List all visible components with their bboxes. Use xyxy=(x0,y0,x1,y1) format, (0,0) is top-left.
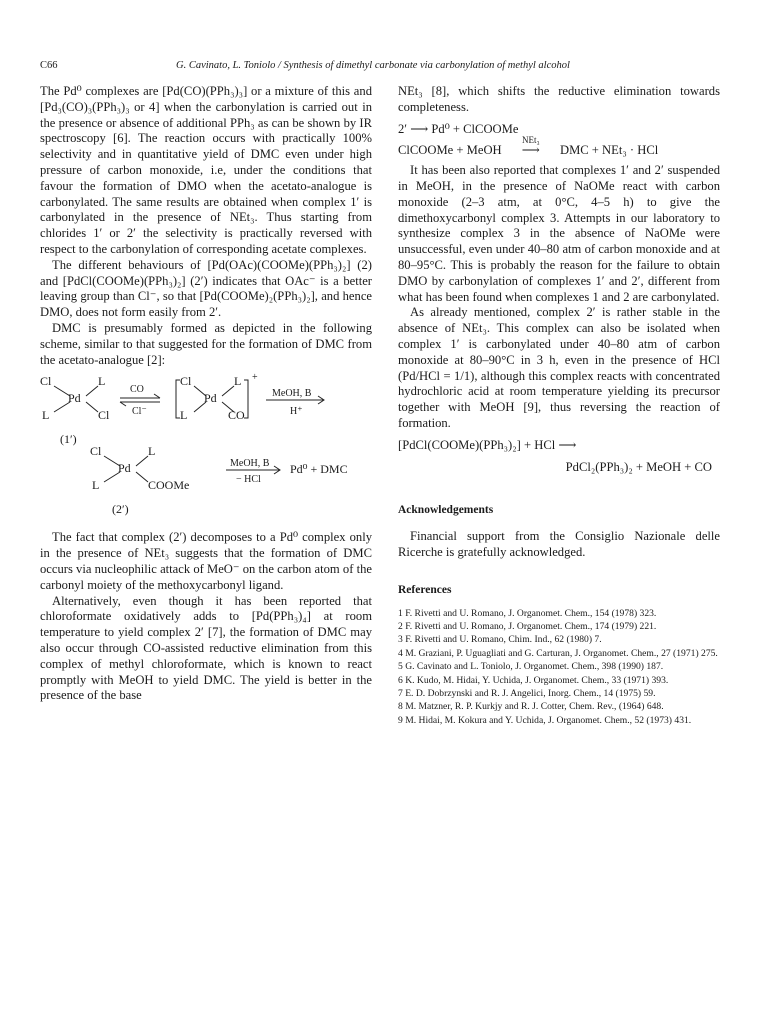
atom-l: L xyxy=(148,444,156,459)
page-header xyxy=(40,60,716,76)
reference-item: 9 M. Hidai, M. Kokura and Y. Uchida, J. Organomet. Chem., 52 (1973) 431. xyxy=(398,714,692,726)
running-head: G. Cavinato, L. Toniolo / Synthesis of dimethyl carbonate via carbonylation of methyl alcohol xyxy=(176,60,570,71)
atom-l: L xyxy=(234,374,242,389)
references-list xyxy=(398,607,720,728)
atom-cl: Cl xyxy=(180,374,192,389)
atom-l: L xyxy=(92,478,100,493)
paragraph-1: The Pd⁰ complexes are [Pd(CO)(PPh₃)₃] or a mixture of this and [Pd₃(CO)₃(PPh₃)₃ or 4] when the carbonylation is carried out in the presence or absence of additional PPh₃ as can be shown by IR spectroscopy [6]. The reaction occurs with practically 100% selectivity and in quantitative yield of DMC even under high pressure of carbon monoxide, i.e, under the conditions that favour the formation of DMO when the acetato-analogue is carbonylated. The same results are obtained when complex 1′ is carbonylated in the presence of NEt₃. Thus starting from chlorides 1′ or 2′ the selectivity is practically reversed with respect to the carbonylation of corresponding acetate complexes. xyxy=(40,84,372,256)
equation-2-right: DMC + NEt₃ · HCl xyxy=(559,143,659,158)
right-column xyxy=(398,84,720,727)
left-column xyxy=(40,84,372,704)
atom-l: L xyxy=(180,408,188,423)
reference-item: 7 E. D. Dobrzynski and R. J. Angelici, Inorg. Chem., 14 (1975) 59. xyxy=(398,687,656,699)
equation-3b: PdCl₂(PPh₃)₂ + MeOH + CO xyxy=(565,459,712,474)
atom-l: L xyxy=(98,374,106,389)
references-section xyxy=(398,583,720,727)
arrow-label-meohb: MeOH, B xyxy=(230,458,270,470)
atom-cl: Cl xyxy=(90,444,102,459)
reference-item: 2 F. Rivetti and U. Romano, J. Organomet. Chem., 174 (1979) 221. xyxy=(398,620,657,632)
charge-plus: + xyxy=(252,372,258,384)
reference-item: 8 M. Matzner, R. P. Kurkjy and R. J. Cotter, Chem. Rev., (1964) 648. xyxy=(398,701,664,713)
references-title: References xyxy=(398,583,452,596)
paragraph-r2: It has been also reported that complexes 1′ and 2′ suspended in MeOH, in the presence of NaOMe react with carbon monoxide (2–3 atm, at 0°C, 4–5 h) to give the dimethoxycarbonyl complex 3. Attempts in our laboratory to synthesize complex 3 in the absence of NaOMe were unsuccessful, even under 40–80 atm of carbon monoxide and at 80–95°C. This is probably the reason for the failure to obtain DMO by carbonylation of complexes 1′ and 2′, different from what has been found when complexes 1 and 2 are carbonylated. xyxy=(398,163,720,304)
arrow-label-minushcl: − HCl xyxy=(236,474,261,486)
scheme-products: Pd⁰ + DMC xyxy=(290,462,348,477)
equation-1: 2′ ⟶ Pd⁰ + ClCOOMe xyxy=(398,121,519,136)
paragraph-r3: As already mentioned, complex 2′ is rather stable in the absence of NEt₃. This complex can also be isolated when complex 1′ is carbonylated under 40–80 atm of carbon monoxide at 80–90°C in 3 h, even in the presence of HCl (Pd/HCl = 1/1), although this complex reacts with concentrated hydrochloric acid at room temperature yielding its precursor together with MeOH [9], thus reversing the reaction of formation. xyxy=(398,305,720,430)
atom-pd: Pd xyxy=(118,461,131,476)
equation-2-arrow: NEt₃ ⟶ xyxy=(509,143,553,159)
paragraph-4: The fact that complex (2′) decomposes to a Pd⁰ complex only in the presence of NEt₃ suggests that the formation of DMC occurs via nucleophilic attack of MeO⁻ on the carbon atom of the carbonyl moiety of the methoxycarbonyl ligand. xyxy=(40,530,372,592)
arrow-label-co: CO xyxy=(130,384,144,396)
equation-2-catalyst: NEt₃ xyxy=(521,135,540,146)
acknowledgements-title: Acknowledgements xyxy=(398,504,494,517)
ligand-coome: COOMe xyxy=(148,478,190,493)
atom-l: L xyxy=(42,408,50,423)
acknowledgements-section xyxy=(398,503,720,560)
acknowledgements-text: Financial support from the Consiglio Nazionale delle Ricerche is gratefully acknowledged. xyxy=(398,529,720,559)
reference-item: 6 K. Kudo, M. Hidai, Y. Uchida, J. Organomet. Chem., 33 (1971) 393. xyxy=(398,674,669,686)
page-number: C66 xyxy=(40,60,58,71)
arrow-label-meohb: MeOH, B xyxy=(272,388,312,400)
compound-label-1: (1′) xyxy=(60,432,77,447)
reference-item: 1 F. Rivetti and U. Romano, J. Organomet. Chem., 154 (1978) 323. xyxy=(398,607,657,619)
compound-label-2: (2′) xyxy=(112,502,129,517)
atom-pd: Pd xyxy=(204,391,217,406)
ligand-co: CO xyxy=(228,408,245,423)
reference-item: 3 F. Rivetti and U. Romano, Chim. Ind., 62 (1980) 7. xyxy=(398,634,602,646)
arrow-label-clminus: Cl⁻ xyxy=(132,406,147,418)
atom-cl: Cl xyxy=(98,408,110,423)
paragraph-3: DMC is presumably formed as depicted in the following scheme, similar to that suggested for the formation of DMC from the acetato-analogue [2]: xyxy=(40,320,372,367)
reaction-scheme xyxy=(40,374,372,524)
equation-2-left: ClCOOMe + MeOH xyxy=(398,143,502,158)
equation-2 xyxy=(398,135,720,159)
equation-3a: [PdCl(COOMe)(PPh₃)₂] + HCl ⟶ xyxy=(398,437,577,452)
reference-item: 4 M. Graziani, P. Uguagliati and G. Carturan, J. Organomet. Chem., 27 (1971) 275. xyxy=(398,647,718,659)
atom-pd: Pd xyxy=(68,391,81,406)
paragraph-2: The different behaviours of [Pd(OAc)(COOMe)(PPh₃)₂] (2) and [PdCl(COOMe)(PPh₃)₂] (2′) indicates that OAc⁻ is a better leaving group than Cl⁻, so that [Pd(COOMe)₂(PPh₃)₂], and hence DMO, does not form easily from 2′. xyxy=(40,257,372,320)
paragraph-r1: NEt₃ [8], which shifts the reductive elimination towards completeness. xyxy=(398,84,720,114)
atom-cl: Cl xyxy=(40,374,52,389)
arrow-label-hplus: H⁺ xyxy=(290,406,303,418)
reference-item: 5 G. Cavinato and L. Toniolo, J. Organomet. Chem., 398 (1990) 187. xyxy=(398,661,664,673)
paragraph-5: Alternatively, even though it has been reported that chloroformate oxidatively adds to [Pd(PPh₃)₄] at room temperature to yield complex 2′ [7], the formation of DMC may also occur through CO-assisted reductive elimination from this complex of methyl chloroformate, which is known to react promptly with MeOH to yield DMC. The yield is better in the presence of the base xyxy=(40,593,372,703)
